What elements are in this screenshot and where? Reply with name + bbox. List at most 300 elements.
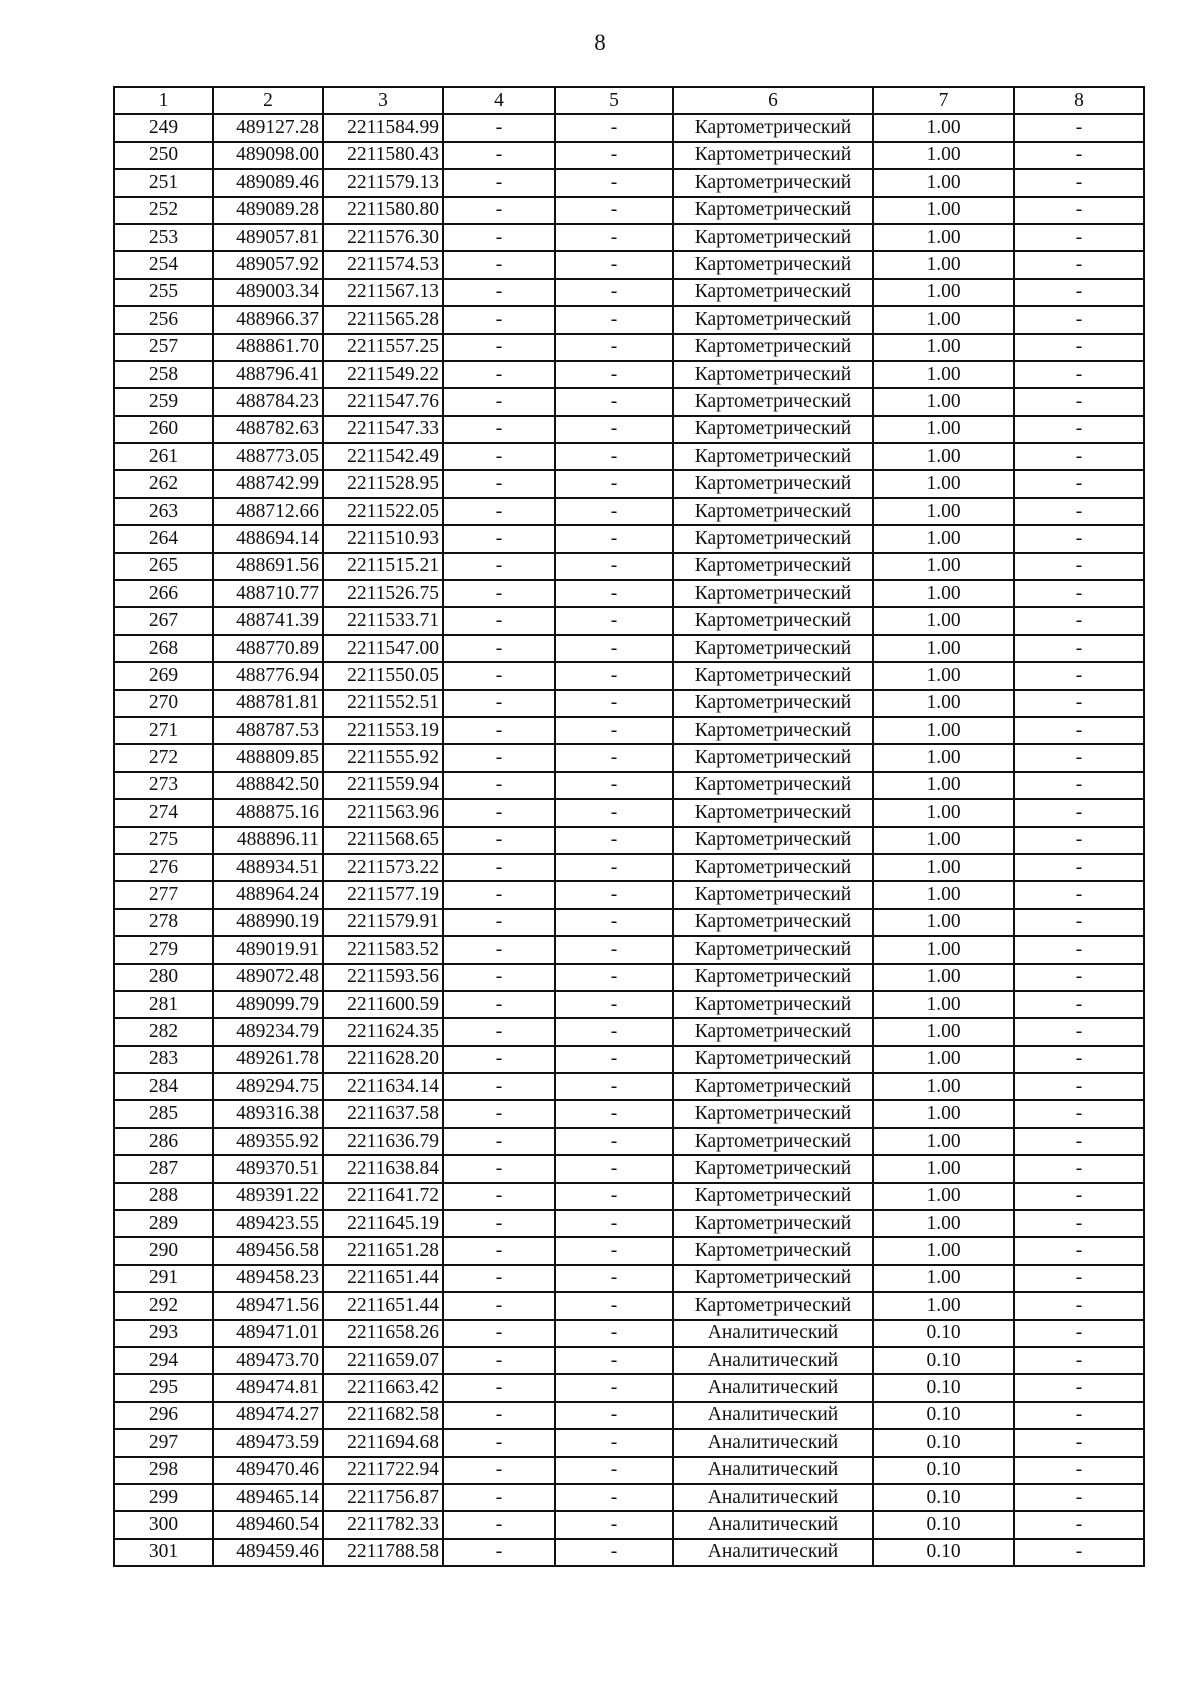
col5-cell: - [555,909,673,936]
coordinates-table [113,86,1145,1567]
coord-y: 2211552.51 [323,690,443,717]
table-row [114,1320,1144,1347]
coord-x: 489473.70 [213,1347,323,1374]
coord-y: 2211567.13 [323,279,443,306]
col5-cell: - [555,197,673,224]
point-number: 289 [114,1210,213,1237]
col8-cell: - [1014,827,1144,854]
point-number: 269 [114,662,213,689]
col5-cell: - [555,1073,673,1100]
coord-x: 488782.63 [213,416,323,443]
col8-cell: - [1014,936,1144,963]
accuracy-cell: 1.00 [873,909,1014,936]
accuracy-cell: 0.10 [873,1457,1014,1484]
coord-y: 2211583.52 [323,936,443,963]
col5-cell: - [555,580,673,607]
accuracy-cell: 1.00 [873,1292,1014,1319]
coord-y: 2211645.19 [323,1210,443,1237]
coord-y: 2211563.96 [323,799,443,826]
method-cell: Картометрический [673,1128,873,1155]
col4-cell: - [443,936,555,963]
method-cell: Картометрический [673,1100,873,1127]
method-cell: Картометрический [673,1292,873,1319]
col4-cell: - [443,635,555,662]
col8-cell: - [1014,1320,1144,1347]
table-row [114,1237,1144,1264]
col8-cell: - [1014,251,1144,278]
coord-y: 2211576.30 [323,224,443,251]
coord-x: 489474.27 [213,1402,323,1429]
coord-y: 2211756.87 [323,1484,443,1511]
table-row [114,416,1144,443]
coord-y: 2211547.00 [323,635,443,662]
method-cell: Аналитический [673,1539,873,1566]
col5-cell: - [555,1210,673,1237]
coord-x: 489294.75 [213,1073,323,1100]
method-cell: Аналитический [673,1457,873,1484]
method-cell: Картометрический [673,991,873,1018]
accuracy-cell: 1.00 [873,607,1014,634]
col5-cell: - [555,1155,673,1182]
method-cell: Картометрический [673,1155,873,1182]
coord-y: 2211722.94 [323,1457,443,1484]
col5-cell: - [555,1237,673,1264]
coord-x: 488784.23 [213,388,323,415]
table-body [114,114,1144,1566]
point-number: 259 [114,388,213,415]
col5-cell: - [555,498,673,525]
coord-x: 489423.55 [213,1210,323,1237]
accuracy-cell: 1.00 [873,662,1014,689]
col5-cell: - [555,443,673,470]
col4-cell: - [443,991,555,1018]
coord-y: 2211553.19 [323,717,443,744]
col8-cell: - [1014,279,1144,306]
col5-cell: - [555,169,673,196]
point-number: 273 [114,772,213,799]
coord-x: 489474.81 [213,1374,323,1401]
coord-x: 489072.48 [213,964,323,991]
accuracy-cell: 1.00 [873,169,1014,196]
method-cell: Аналитический [673,1347,873,1374]
accuracy-cell: 0.10 [873,1320,1014,1347]
method-cell: Аналитический [673,1484,873,1511]
col4-cell: - [443,251,555,278]
col4-cell: - [443,607,555,634]
coord-y: 2211636.79 [323,1128,443,1155]
table-row [114,388,1144,415]
coord-y: 2211651.44 [323,1292,443,1319]
accuracy-cell: 1.00 [873,1046,1014,1073]
method-cell: Аналитический [673,1511,873,1538]
coord-x: 489089.46 [213,169,323,196]
point-number: 297 [114,1429,213,1456]
coord-y: 2211663.42 [323,1374,443,1401]
method-cell: Картометрический [673,1018,873,1045]
table-row [114,717,1144,744]
col5-cell: - [555,553,673,580]
method-cell: Картометрический [673,744,873,771]
point-number: 276 [114,854,213,881]
col4-cell: - [443,1292,555,1319]
coord-x: 488694.14 [213,525,323,552]
coord-x: 489057.81 [213,224,323,251]
col4-cell: - [443,1457,555,1484]
point-number: 282 [114,1018,213,1045]
col5-cell: - [555,388,673,415]
method-cell: Картометрический [673,607,873,634]
coord-y: 2211694.68 [323,1429,443,1456]
table-row [114,1128,1144,1155]
accuracy-cell: 1.00 [873,1183,1014,1210]
col4-cell: - [443,1320,555,1347]
col5-cell: - [555,690,673,717]
accuracy-cell: 1.00 [873,197,1014,224]
column-header-7: 7 [873,87,1014,114]
col8-cell: - [1014,306,1144,333]
col5-cell: - [555,744,673,771]
col5-cell: - [555,142,673,169]
point-number: 278 [114,909,213,936]
point-number: 286 [114,1128,213,1155]
col8-cell: - [1014,443,1144,470]
column-header-3: 3 [323,87,443,114]
col5-cell: - [555,224,673,251]
coord-y: 2211624.35 [323,1018,443,1045]
method-cell: Картометрический [673,772,873,799]
col4-cell: - [443,361,555,388]
col4-cell: - [443,525,555,552]
point-number: 288 [114,1183,213,1210]
point-number: 274 [114,799,213,826]
table-row [114,553,1144,580]
coord-y: 2211522.05 [323,498,443,525]
col5-cell: - [555,1018,673,1045]
col5-cell: - [555,635,673,662]
coord-x: 488776.94 [213,662,323,689]
table-row [114,1210,1144,1237]
col5-cell: - [555,881,673,908]
coord-x: 489355.92 [213,1128,323,1155]
coord-x: 488691.56 [213,553,323,580]
table-row [114,1155,1144,1182]
accuracy-cell: 0.10 [873,1347,1014,1374]
col4-cell: - [443,1484,555,1511]
method-cell: Аналитический [673,1374,873,1401]
col8-cell: - [1014,744,1144,771]
point-number: 265 [114,553,213,580]
coord-y: 2211515.21 [323,553,443,580]
col4-cell: - [443,388,555,415]
coord-x: 488741.39 [213,607,323,634]
coord-x: 489465.14 [213,1484,323,1511]
coord-y: 2211658.26 [323,1320,443,1347]
coord-y: 2211580.80 [323,197,443,224]
col8-cell: - [1014,114,1144,141]
method-cell: Картометрический [673,142,873,169]
col5-cell: - [555,1183,673,1210]
col8-cell: - [1014,1402,1144,1429]
point-number: 293 [114,1320,213,1347]
table-row [114,114,1144,141]
col5-cell: - [555,1539,673,1566]
accuracy-cell: 1.00 [873,334,1014,361]
coord-x: 489473.59 [213,1429,323,1456]
accuracy-cell: 1.00 [873,470,1014,497]
coord-x: 488796.41 [213,361,323,388]
method-cell: Картометрический [673,1046,873,1073]
column-header-2: 2 [213,87,323,114]
accuracy-cell: 1.00 [873,1210,1014,1237]
table-row [114,1046,1144,1073]
col5-cell: - [555,114,673,141]
col5-cell: - [555,361,673,388]
column-header-1: 1 [114,87,213,114]
coord-x: 489458.23 [213,1265,323,1292]
table-row [114,1429,1144,1456]
col8-cell: - [1014,525,1144,552]
col8-cell: - [1014,662,1144,689]
coord-y: 2211565.28 [323,306,443,333]
coord-y: 2211550.05 [323,662,443,689]
coord-x: 489471.56 [213,1292,323,1319]
coord-x: 489391.22 [213,1183,323,1210]
coord-y: 2211574.53 [323,251,443,278]
col4-cell: - [443,224,555,251]
accuracy-cell: 1.00 [873,1073,1014,1100]
col4-cell: - [443,580,555,607]
table-row [114,361,1144,388]
col4-cell: - [443,1511,555,1538]
point-number: 298 [114,1457,213,1484]
coord-x: 489003.34 [213,279,323,306]
col4-cell: - [443,1073,555,1100]
coord-y: 2211682.58 [323,1402,443,1429]
point-number: 279 [114,936,213,963]
point-number: 295 [114,1374,213,1401]
accuracy-cell: 1.00 [873,224,1014,251]
coord-x: 489234.79 [213,1018,323,1045]
point-number: 277 [114,881,213,908]
method-cell: Картометрический [673,1237,873,1264]
col5-cell: - [555,1511,673,1538]
table-row [114,224,1144,251]
table-row [114,991,1144,1018]
col8-cell: - [1014,1128,1144,1155]
method-cell: Картометрический [673,717,873,744]
col8-cell: - [1014,224,1144,251]
table-row [114,334,1144,361]
col4-cell: - [443,1155,555,1182]
coord-x: 489459.46 [213,1539,323,1566]
point-number: 260 [114,416,213,443]
accuracy-cell: 1.00 [873,443,1014,470]
table-row [114,1018,1144,1045]
col4-cell: - [443,114,555,141]
point-number: 296 [114,1402,213,1429]
coord-y: 2211788.58 [323,1539,443,1566]
coord-x: 488964.24 [213,881,323,908]
col5-cell: - [555,717,673,744]
col8-cell: - [1014,635,1144,662]
accuracy-cell: 1.00 [873,717,1014,744]
col4-cell: - [443,881,555,908]
method-cell: Картометрический [673,936,873,963]
col8-cell: - [1014,498,1144,525]
accuracy-cell: 1.00 [873,690,1014,717]
coord-x: 488770.89 [213,635,323,662]
col8-cell: - [1014,1046,1144,1073]
coord-x: 488742.99 [213,470,323,497]
method-cell: Картометрический [673,197,873,224]
col5-cell: - [555,1374,673,1401]
table-row [114,1457,1144,1484]
accuracy-cell: 1.00 [873,251,1014,278]
col5-cell: - [555,772,673,799]
col4-cell: - [443,717,555,744]
column-header-6: 6 [673,87,873,114]
coord-x: 488896.11 [213,827,323,854]
accuracy-cell: 1.00 [873,388,1014,415]
accuracy-cell: 1.00 [873,1128,1014,1155]
col8-cell: - [1014,1073,1144,1100]
point-number: 280 [114,964,213,991]
col8-cell: - [1014,1237,1144,1264]
coord-x: 488773.05 [213,443,323,470]
point-number: 281 [114,991,213,1018]
col4-cell: - [443,1429,555,1456]
method-cell: Картометрический [673,690,873,717]
col8-cell: - [1014,1292,1144,1319]
col8-cell: - [1014,1539,1144,1566]
coord-x: 489456.58 [213,1237,323,1264]
col4-cell: - [443,1265,555,1292]
col4-cell: - [443,169,555,196]
col4-cell: - [443,1374,555,1401]
coord-x: 488787.53 [213,717,323,744]
coord-y: 2211557.25 [323,334,443,361]
col5-cell: - [555,416,673,443]
table-row [114,964,1144,991]
accuracy-cell: 1.00 [873,881,1014,908]
method-cell: Картометрический [673,416,873,443]
accuracy-cell: 1.00 [873,964,1014,991]
col4-cell: - [443,1046,555,1073]
col8-cell: - [1014,1484,1144,1511]
col8-cell: - [1014,717,1144,744]
col4-cell: - [443,553,555,580]
column-header-5: 5 [555,87,673,114]
col5-cell: - [555,306,673,333]
col4-cell: - [443,498,555,525]
coord-y: 2211510.93 [323,525,443,552]
col8-cell: - [1014,1374,1144,1401]
accuracy-cell: 1.00 [873,279,1014,306]
point-number: 262 [114,470,213,497]
method-cell: Картометрический [673,580,873,607]
accuracy-cell: 1.00 [873,799,1014,826]
col4-cell: - [443,964,555,991]
coord-y: 2211782.33 [323,1511,443,1538]
point-number: 256 [114,306,213,333]
coord-y: 2211549.22 [323,361,443,388]
method-cell: Картометрический [673,525,873,552]
coord-x: 488861.70 [213,334,323,361]
col4-cell: - [443,1347,555,1374]
col4-cell: - [443,1100,555,1127]
col4-cell: - [443,443,555,470]
accuracy-cell: 1.00 [873,1265,1014,1292]
table-row [114,142,1144,169]
col4-cell: - [443,1539,555,1566]
col4-cell: - [443,854,555,881]
coord-y: 2211542.49 [323,443,443,470]
method-cell: Картометрический [673,498,873,525]
point-number: 268 [114,635,213,662]
coord-y: 2211533.71 [323,607,443,634]
point-number: 267 [114,607,213,634]
table-row [114,1374,1144,1401]
col5-cell: - [555,1457,673,1484]
point-number: 263 [114,498,213,525]
coord-y: 2211634.14 [323,1073,443,1100]
col4-cell: - [443,772,555,799]
col5-cell: - [555,1320,673,1347]
col8-cell: - [1014,142,1144,169]
accuracy-cell: 0.10 [873,1484,1014,1511]
coord-x: 489127.28 [213,114,323,141]
col4-cell: - [443,197,555,224]
coord-x: 488934.51 [213,854,323,881]
point-number: 275 [114,827,213,854]
table-row [114,1402,1144,1429]
point-number: 294 [114,1347,213,1374]
method-cell: Картометрический [673,306,873,333]
col8-cell: - [1014,197,1144,224]
coord-y: 2211651.28 [323,1237,443,1264]
accuracy-cell: 0.10 [873,1429,1014,1456]
coord-x: 489089.28 [213,197,323,224]
accuracy-cell: 1.00 [873,416,1014,443]
col4-cell: - [443,1128,555,1155]
col5-cell: - [555,279,673,306]
point-number: 253 [114,224,213,251]
col8-cell: - [1014,334,1144,361]
col8-cell: - [1014,854,1144,881]
method-cell: Картометрический [673,662,873,689]
point-number: 264 [114,525,213,552]
col4-cell: - [443,662,555,689]
accuracy-cell: 1.00 [873,1155,1014,1182]
col5-cell: - [555,1128,673,1155]
col5-cell: - [555,1402,673,1429]
point-number: 291 [114,1265,213,1292]
col4-cell: - [443,279,555,306]
table-row [114,1539,1144,1566]
col5-cell: - [555,662,673,689]
table-row [114,525,1144,552]
col4-cell: - [443,744,555,771]
col5-cell: - [555,1046,673,1073]
col4-cell: - [443,690,555,717]
accuracy-cell: 1.00 [873,114,1014,141]
col5-cell: - [555,1100,673,1127]
col8-cell: - [1014,690,1144,717]
method-cell: Картометрический [673,827,873,854]
point-number: 292 [114,1292,213,1319]
method-cell: Картометрический [673,251,873,278]
coord-x: 489316.38 [213,1100,323,1127]
